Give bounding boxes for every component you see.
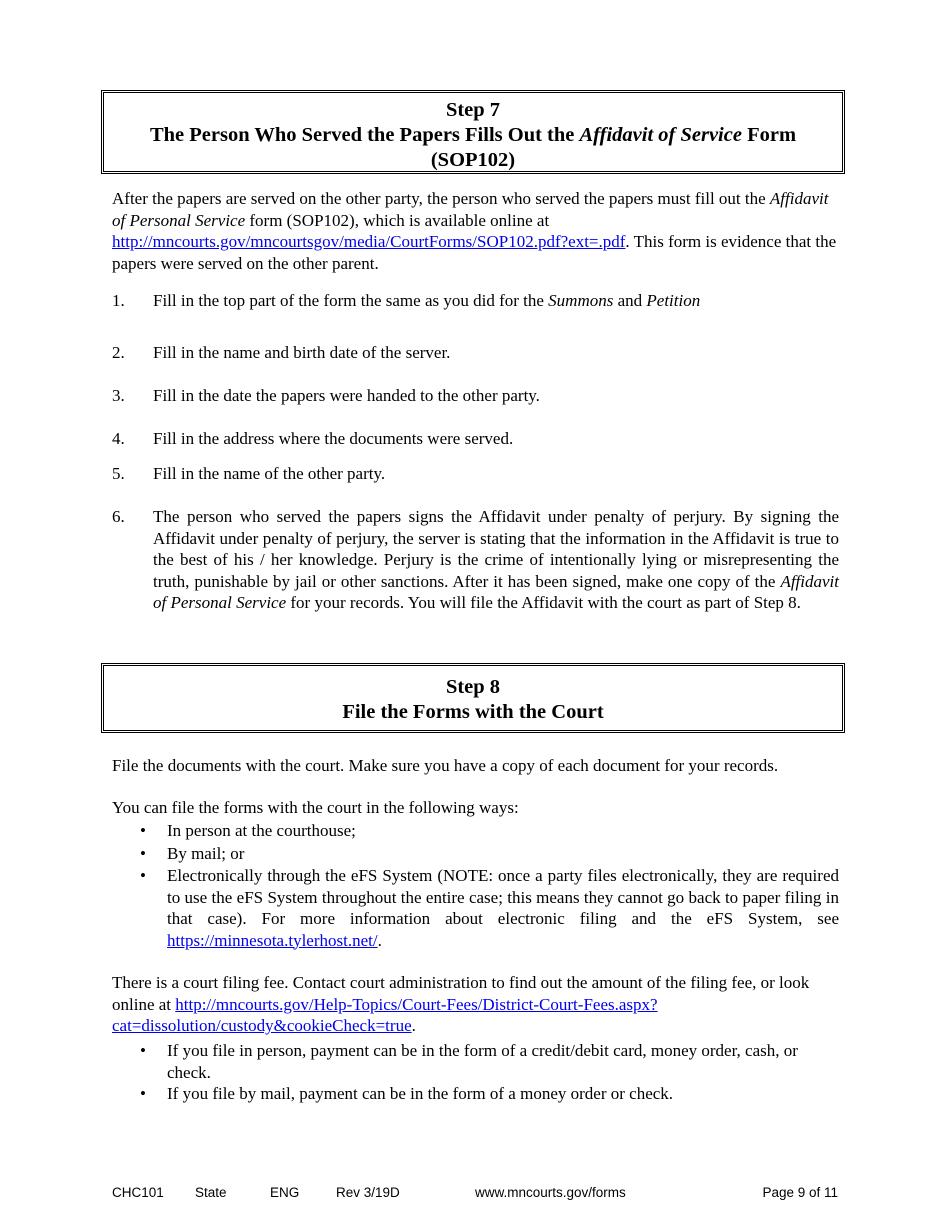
step7-intro: After the papers are served on the other party, the person who served the papers must fill out the Affidavit of Personal Service form (SOP102), which is available online at http://mncourts.gov/mncourtsgov/media/CourtForms/SOP102.pdf?ext=.pdf. This form is evidence that the papers were served on the other parent. [112, 189, 837, 273]
footer-language: ENG [270, 1185, 300, 1200]
item-number: 4. [112, 429, 125, 448]
bullet: • [140, 844, 146, 863]
step7-title: The Person Who Served the Papers Fills Out the Affidavit of Service Form [149, 124, 797, 146]
item-number: 6. [112, 507, 125, 526]
list-item: If you file in person, payment can be in the form of a credit/debit card, money order, cash, or check. [167, 1041, 798, 1082]
item-number: 1. [112, 291, 125, 310]
list-item: If you file by mail, payment can be in the form of a money order or check. [167, 1084, 674, 1103]
footer-revision: Rev 3/19D [336, 1185, 400, 1200]
item-number: 2. [112, 343, 125, 362]
list-item: The person who served the papers signs the Affidavit under penalty of perjury. By signing the Affidavit under penalty of perjury, the server is stating that the information in the Affidavit is true to the best of his / her knowledge. Perjury is the crime of intentionally lying or misrepresenting the truth, punishable by jail or other sanctions. After it has been signed, make one copy of the Affidavit of Personal Service for your records. You will file the Affidavit with the court as part of Step 8. [153, 507, 839, 612]
list-item: By mail; or [167, 844, 245, 863]
bullet: • [140, 1041, 146, 1060]
filing-fee-paragraph: There is a court filing fee. Contact court administration to find out the amount of the filing fee, or look online at http://mncourts.gov/Help-Topics/Court-Fees/District-Court-Fees.aspx?cat=dissolution/custody&cookieCheck=true. [112, 973, 810, 1035]
footer-website: www.mncourts.gov/forms [475, 1185, 626, 1200]
step7-title-line2: (SOP102) [430, 149, 516, 171]
list-item: Electronically through the eFS System (NOTE: once a party files electronically, they are required to use the eFS System throughout the entire case; this means they cannot go back to paper filing in that case). For more information about electronic filing and the eFS System, see https://minnesota.tylerhost.net/. [167, 866, 839, 950]
sop102-link[interactable]: http://mncourts.gov/mncourtsgov/media/CourtForms/SOP102.pdf?ext=.pdf [112, 232, 626, 251]
list-item: Fill in the top part of the form the same as you did for the Summons and Petition [153, 291, 701, 310]
step8-title: File the Forms with the Court [342, 701, 604, 723]
list-item: Fill in the name of the other party. [153, 464, 386, 483]
list-item: Fill in the address where the documents were served. [153, 429, 514, 448]
efs-link[interactable]: https://minnesota.tylerhost.net/ [167, 930, 378, 950]
footer-jurisdiction: State [195, 1185, 227, 1200]
item-number: 5. [112, 464, 125, 483]
bullet: • [140, 1084, 146, 1103]
item-number: 3. [112, 386, 125, 405]
court-fees-link[interactable]: http://mncourts.gov/Help-Topics/Court-Fees/District-Court-Fees.aspx?cat=dissolution/custody&cookieCheck=true [112, 994, 658, 1035]
list-item: In person at the courthouse; [167, 821, 356, 840]
step8-header [101, 663, 845, 733]
step8-label: Step 8 [445, 676, 501, 698]
bullet: • [140, 821, 146, 840]
list-item: Fill in the date the papers were handed to the other party. [153, 386, 540, 405]
filing-ways-intro: You can file the forms with the court in the following ways: [112, 798, 519, 817]
footer-page-number: Page 9 of 11 [762, 1185, 838, 1200]
step7-header [101, 90, 845, 174]
footer-form-code: CHC101 [112, 1185, 164, 1200]
file-documents-paragraph: File the documents with the court. Make sure you have a copy of each document for your records. [112, 756, 779, 775]
bullet: • [140, 866, 146, 885]
step7-label: Step 7 [445, 99, 501, 121]
list-item: Fill in the name and birth date of the server. [153, 343, 451, 362]
